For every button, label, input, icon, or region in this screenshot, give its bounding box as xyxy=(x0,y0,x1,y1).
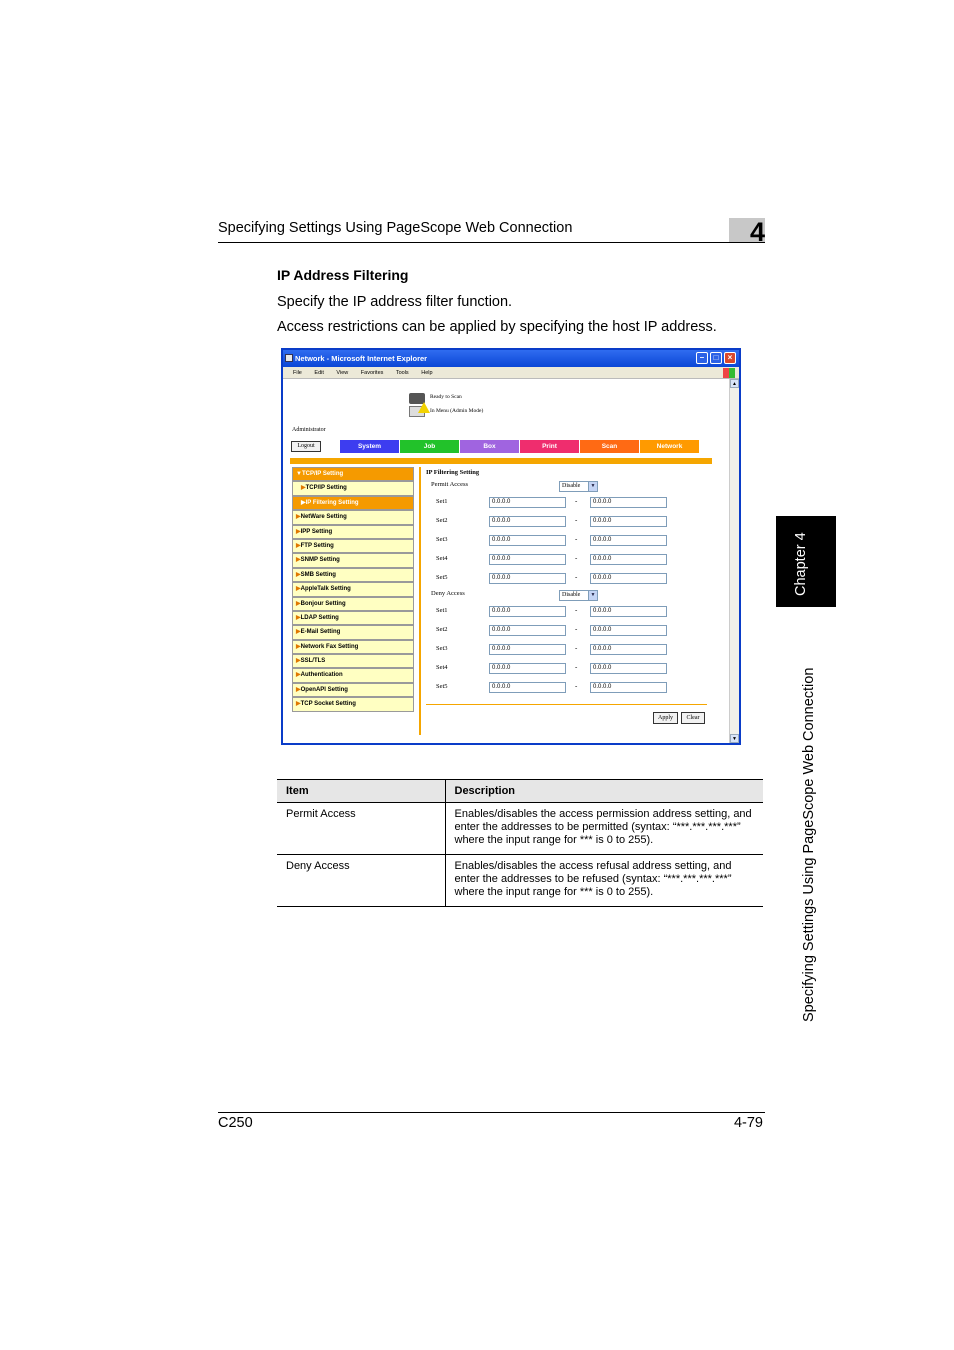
web-content xyxy=(283,379,729,743)
range-dash: - xyxy=(575,682,578,690)
form-bottom-line xyxy=(426,704,707,705)
deny-set4-label: Set4 xyxy=(436,664,448,671)
intro-paragraph-1: Specify the IP address filter function. xyxy=(277,294,513,310)
permit-set5-to-input[interactable]: 0.0.0.0 xyxy=(590,573,667,584)
deny-set1-to-input[interactable]: 0.0.0.0 xyxy=(590,606,667,617)
admin-label: Administrator xyxy=(292,427,326,433)
table-row xyxy=(277,803,763,855)
deny-set3-from-input[interactable]: 0.0.0.0 xyxy=(489,644,566,655)
permit-set4-from-input[interactable]: 0.0.0.0 xyxy=(489,554,566,565)
permit-set3-label: Set3 xyxy=(436,536,448,543)
status-ready: Ready to Scan xyxy=(430,394,462,400)
deny-set1-label: Set1 xyxy=(436,607,448,614)
deny-set5-to-input[interactable]: 0.0.0.0 xyxy=(590,682,667,693)
permit-set2-from-input[interactable]: 0.0.0.0 xyxy=(489,516,566,527)
windows-logo-icon xyxy=(723,368,735,378)
sidebar-item-authentication[interactable]: ▶Authentication xyxy=(292,668,414,682)
range-dash: - xyxy=(575,516,578,524)
column-header-item: Item xyxy=(277,780,445,803)
permit-set3-to-input[interactable]: 0.0.0.0 xyxy=(590,535,667,546)
deny-set1-from-input[interactable]: 0.0.0.0 xyxy=(489,606,566,617)
permit-access-label: Permit Access xyxy=(431,481,469,488)
tab-system[interactable]: System xyxy=(340,440,399,453)
sidebar-item-bonjour[interactable]: ▶Bonjour Setting xyxy=(292,597,414,611)
menu-help[interactable]: Help xyxy=(421,370,433,376)
section-title: IP Address Filtering xyxy=(277,267,409,283)
sidebar-item-snmp[interactable]: ▶SNMP Setting xyxy=(292,553,414,567)
minimize-icon[interactable]: – xyxy=(696,352,708,364)
range-dash: - xyxy=(575,554,578,562)
ie-icon xyxy=(285,354,293,362)
side-tab-title: Specifying Settings Using PageScope Web Connection xyxy=(801,667,817,1022)
sidebar-item-tcp-socket[interactable]: ▶TCP Socket Setting xyxy=(292,697,414,711)
deny-access-select[interactable]: Disable ▼ xyxy=(559,590,598,601)
tab-underline-bar xyxy=(290,458,712,464)
window-title: Network - Microsoft Internet Explorer xyxy=(295,354,428,363)
table-header-row xyxy=(277,780,763,803)
menu-view[interactable]: View xyxy=(336,370,349,376)
permit-set2-label: Set2 xyxy=(436,517,448,524)
permit-set1-from-input[interactable]: 0.0.0.0 xyxy=(489,497,566,508)
sidebar-item-netware[interactable]: ▶NetWare Setting xyxy=(292,510,414,524)
range-dash: - xyxy=(575,535,578,543)
warning-icon xyxy=(418,402,430,413)
footer-model: C250 xyxy=(218,1115,253,1131)
permit-set2-to-input[interactable]: 0.0.0.0 xyxy=(590,516,667,527)
intro-paragraph-2: Access restrictions can be applied by specifying the host IP address. xyxy=(277,319,717,335)
running-header: Specifying Settings Using PageScope Web Connection xyxy=(218,220,573,236)
deny-set5-label: Set5 xyxy=(436,683,448,690)
window-titlebar xyxy=(283,350,739,367)
menu-file[interactable]: File xyxy=(293,370,302,376)
apply-button[interactable]: Apply xyxy=(653,712,678,724)
sidebar-item-network-fax[interactable]: ▶Network Fax Setting xyxy=(292,640,414,654)
deny-set3-to-input[interactable]: 0.0.0.0 xyxy=(590,644,667,655)
scroll-up-icon[interactable]: ▲ xyxy=(730,379,739,388)
range-dash: - xyxy=(575,606,578,614)
column-header-description: Description xyxy=(445,780,763,803)
tab-box[interactable]: Box xyxy=(460,440,519,453)
maximize-icon[interactable]: □ xyxy=(710,352,722,364)
settings-description-table xyxy=(277,779,763,907)
tab-scan[interactable]: Scan xyxy=(580,440,639,453)
permit-access-select[interactable]: Disable ▼ xyxy=(559,481,598,492)
range-dash: - xyxy=(575,625,578,633)
sidebar-item-ip-filtering[interactable]: ▶IP Filtering Setting xyxy=(292,496,414,510)
deny-set2-label: Set2 xyxy=(436,626,448,633)
range-dash: - xyxy=(575,644,578,652)
menu-bar xyxy=(283,367,739,379)
close-icon[interactable]: × xyxy=(724,352,736,364)
range-dash: - xyxy=(575,497,578,505)
tab-print[interactable]: Print xyxy=(520,440,579,453)
deny-set5-from-input[interactable]: 0.0.0.0 xyxy=(489,682,566,693)
sidebar-item-openapi[interactable]: ▶OpenAPI Setting xyxy=(292,683,414,697)
chevron-down-icon: ▼ xyxy=(588,482,597,491)
deny-set4-from-input[interactable]: 0.0.0.0 xyxy=(489,663,566,674)
sidebar-item-tcpip-group[interactable]: ▼TCP/IP Setting xyxy=(292,467,414,481)
sidebar-item-tcpip-setting[interactable]: ▶TCP/IP Setting xyxy=(292,481,414,495)
range-dash: - xyxy=(575,573,578,581)
sidebar-item-email[interactable]: ▶E-Mail Setting xyxy=(292,625,414,639)
sidebar-item-ftp[interactable]: ▶FTP Setting xyxy=(292,539,414,553)
chevron-down-icon: ▼ xyxy=(588,591,597,600)
sidebar-divider xyxy=(419,467,421,735)
deny-set4-to-input[interactable]: 0.0.0.0 xyxy=(590,663,667,674)
menu-favorites[interactable]: Favorites xyxy=(360,370,384,376)
footer-rule xyxy=(218,1112,765,1113)
side-tab-chapter-label: Chapter 4 xyxy=(793,532,809,596)
tab-job[interactable]: Job xyxy=(400,440,459,453)
header-rule xyxy=(218,242,765,243)
table-row xyxy=(277,855,763,907)
deny-set2-to-input[interactable]: 0.0.0.0 xyxy=(590,625,667,636)
menu-edit[interactable]: Edit xyxy=(314,370,324,376)
table-cell-item: Permit Access xyxy=(277,803,445,855)
scroll-down-icon[interactable]: ▼ xyxy=(730,734,739,743)
permit-set4-to-input[interactable]: 0.0.0.0 xyxy=(590,554,667,565)
logout-button[interactable]: Logout xyxy=(291,441,321,452)
vertical-scrollbar[interactable] xyxy=(729,379,739,743)
table-cell-description: Enables/disables the access permission address setting, and enter the addresses to be permitted (syntax: “***.***.***.***” where the input range for *** is 0 to 255). xyxy=(445,803,763,855)
clear-button[interactable]: Clear xyxy=(681,712,705,724)
table-cell-description: Enables/disables the access refusal address setting, and enter the addresses to be refused (syntax: “***.***.***.***” where the input range for *** is 0 to 255). xyxy=(445,855,763,907)
permit-set3-from-input[interactable]: 0.0.0.0 xyxy=(489,535,566,546)
sidebar-item-ipp[interactable]: ▶IPP Setting xyxy=(292,525,414,539)
sidebar-item-appletalk[interactable]: ▶AppleTalk Setting xyxy=(292,582,414,596)
network-sidebar xyxy=(292,467,414,712)
table-cell-item: Deny Access xyxy=(277,855,445,907)
range-dash: - xyxy=(575,663,578,671)
permit-set1-to-input[interactable]: 0.0.0.0 xyxy=(590,497,667,508)
chapter-number: 4 xyxy=(749,217,765,247)
sidebar-item-smb[interactable]: ▶SMB Setting xyxy=(292,568,414,582)
footer-page-number: 4-79 xyxy=(733,1115,763,1131)
menu-tools[interactable]: Tools xyxy=(395,370,409,376)
deny-set3-label: Set3 xyxy=(436,645,448,652)
permit-set4-label: Set4 xyxy=(436,555,448,562)
sidebar-item-ssl-tls[interactable]: ▶SSL/TLS xyxy=(292,654,414,668)
permit-set5-label: Set5 xyxy=(436,574,448,581)
deny-access-label: Deny Access xyxy=(431,590,465,597)
tab-network[interactable]: Network xyxy=(640,440,699,453)
browser-screenshot xyxy=(281,348,741,745)
permit-set1-label: Set1 xyxy=(436,498,448,505)
sidebar-item-ldap[interactable]: ▶LDAP Setting xyxy=(292,611,414,625)
deny-set2-from-input[interactable]: 0.0.0.0 xyxy=(489,625,566,636)
permit-set5-from-input[interactable]: 0.0.0.0 xyxy=(489,573,566,584)
form-title: IP Filtering Setting xyxy=(426,469,480,476)
status-admin-mode: In Menu (Admin Mode) xyxy=(430,408,484,414)
